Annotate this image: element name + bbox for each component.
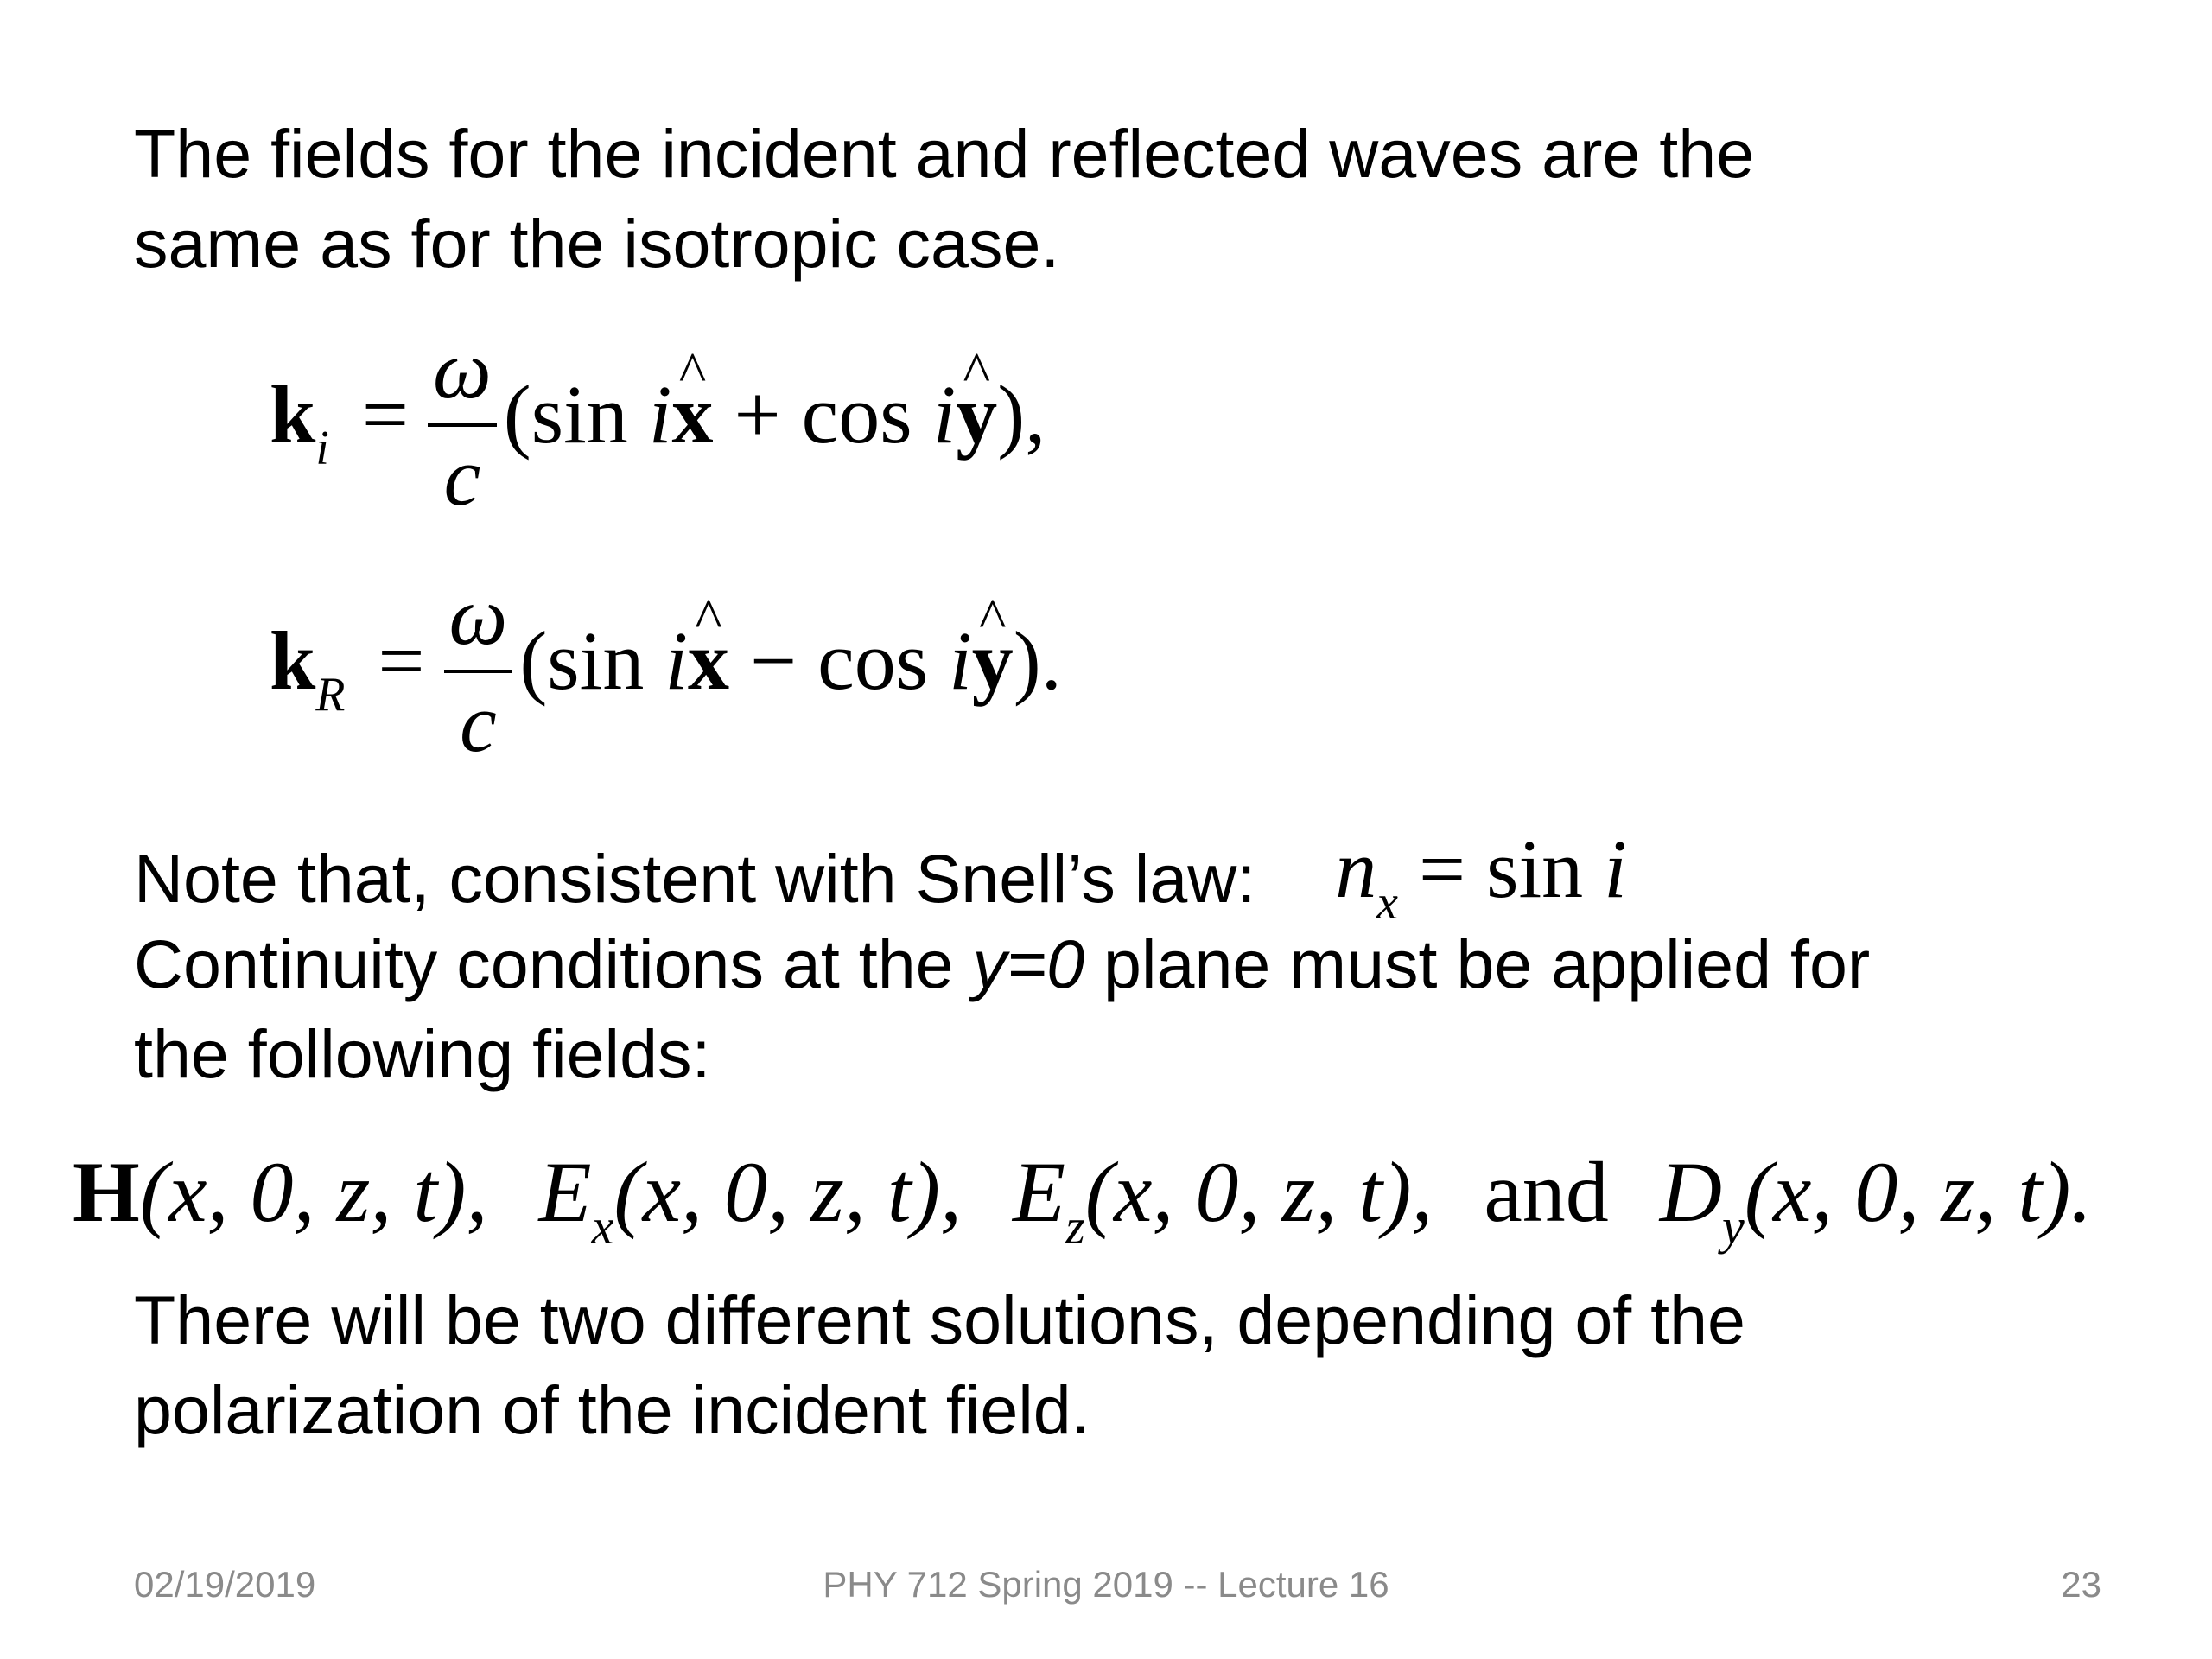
eq-ki-close: ), <box>997 368 1046 461</box>
fields-dy-sub: y <box>1721 1198 1745 1255</box>
eq-ki-i1: i <box>648 368 672 461</box>
snell-text: Note that, consistent with Snell’s law: <box>134 840 1256 917</box>
continuity-line-1 <box>134 919 1870 1009</box>
eq-kr-fraction <box>444 569 513 769</box>
eq-kr-x-hat: ^ x <box>688 620 729 702</box>
fields-dy-args: (x, 0, z, t). <box>1744 1144 2093 1240</box>
fields-ez-args: (x, 0, z, t), <box>1084 1144 1433 1240</box>
eq-kr-denominator: c <box>460 677 497 769</box>
snell-n-sub: x <box>1376 876 1398 931</box>
eq-ki-equals: = <box>361 368 409 461</box>
eq-ki-denominator: c <box>443 430 481 523</box>
eq-ki-x-hat: ^ x <box>671 373 713 456</box>
eq-kr-op: − cos <box>729 614 950 708</box>
continuity-plane: y=0 <box>972 925 1085 1002</box>
eq-kr-fraction-bar <box>444 670 513 673</box>
eq-kr-numerator: ω <box>448 569 508 662</box>
closing-line-1: There will be two different solutions, depending of the <box>134 1281 1745 1358</box>
fields-h: H <box>73 1144 140 1240</box>
eq-kr-i2: i <box>949 614 972 708</box>
fields-ex-args: (x, 0, z, t), <box>613 1144 963 1240</box>
eq-ki-lhs: k <box>270 368 316 461</box>
closing-line-2: polarization of the incident field. <box>134 1371 1090 1448</box>
snell-rhs: = sin <box>1397 823 1605 915</box>
fields-ex: E <box>538 1144 592 1240</box>
eq-kr-open: (sin <box>519 614 665 708</box>
eq-kr-lhs: k <box>270 614 316 708</box>
eq-kr-close: ). <box>1013 614 1062 708</box>
eq-kr-y-hat: ^ y <box>972 620 1014 702</box>
eq-kr-lhs-sub: R <box>315 668 346 722</box>
snell-equation <box>1335 823 1627 931</box>
fields-and: and <box>1484 1144 1609 1240</box>
continuity-text-b: plane must be applied for <box>1084 925 1871 1002</box>
fields-ez-sub: z <box>1065 1198 1085 1255</box>
eq-ki-fraction <box>428 323 497 523</box>
intro-line-2: same as for the isotropic case. <box>134 205 1060 282</box>
eq-ki-numerator: ω <box>433 323 492 416</box>
eq-kr-equals: = <box>378 614 425 708</box>
snell-n: n <box>1335 823 1377 915</box>
eq-ki-y-hat: ^ y <box>956 373 997 456</box>
continuity-line-2: the following fields: <box>134 1015 711 1092</box>
intro-line-1: The fields for the incident and reflected waves are the <box>134 115 1755 192</box>
footer-date: 02/19/2019 <box>134 1564 316 1605</box>
equation-k-incident <box>270 323 1046 523</box>
continuity-text-a: Continuity conditions at the <box>134 925 973 1002</box>
fields-ez: E <box>1013 1144 1066 1240</box>
eq-kr-i1: i <box>664 614 688 708</box>
footer-page-number: 23 <box>2061 1564 2101 1605</box>
equation-k-reflected <box>270 569 1062 769</box>
eq-ki-lhs-sub: i <box>315 422 329 476</box>
snell-i: i <box>1604 823 1627 915</box>
fields-h-args: (x, 0, z, t), <box>139 1144 488 1240</box>
fields-ex-sub: x <box>591 1198 614 1255</box>
eq-ki-fraction-bar <box>428 423 497 427</box>
fields-dy: D <box>1659 1144 1722 1240</box>
eq-ki-open: (sin <box>503 368 649 461</box>
footer-course: PHY 712 Spring 2019 -- Lecture 16 <box>823 1564 1389 1605</box>
equation-fields <box>73 1144 2093 1255</box>
eq-ki-i2: i <box>932 368 957 461</box>
eq-ki-op: + cos <box>713 368 933 461</box>
